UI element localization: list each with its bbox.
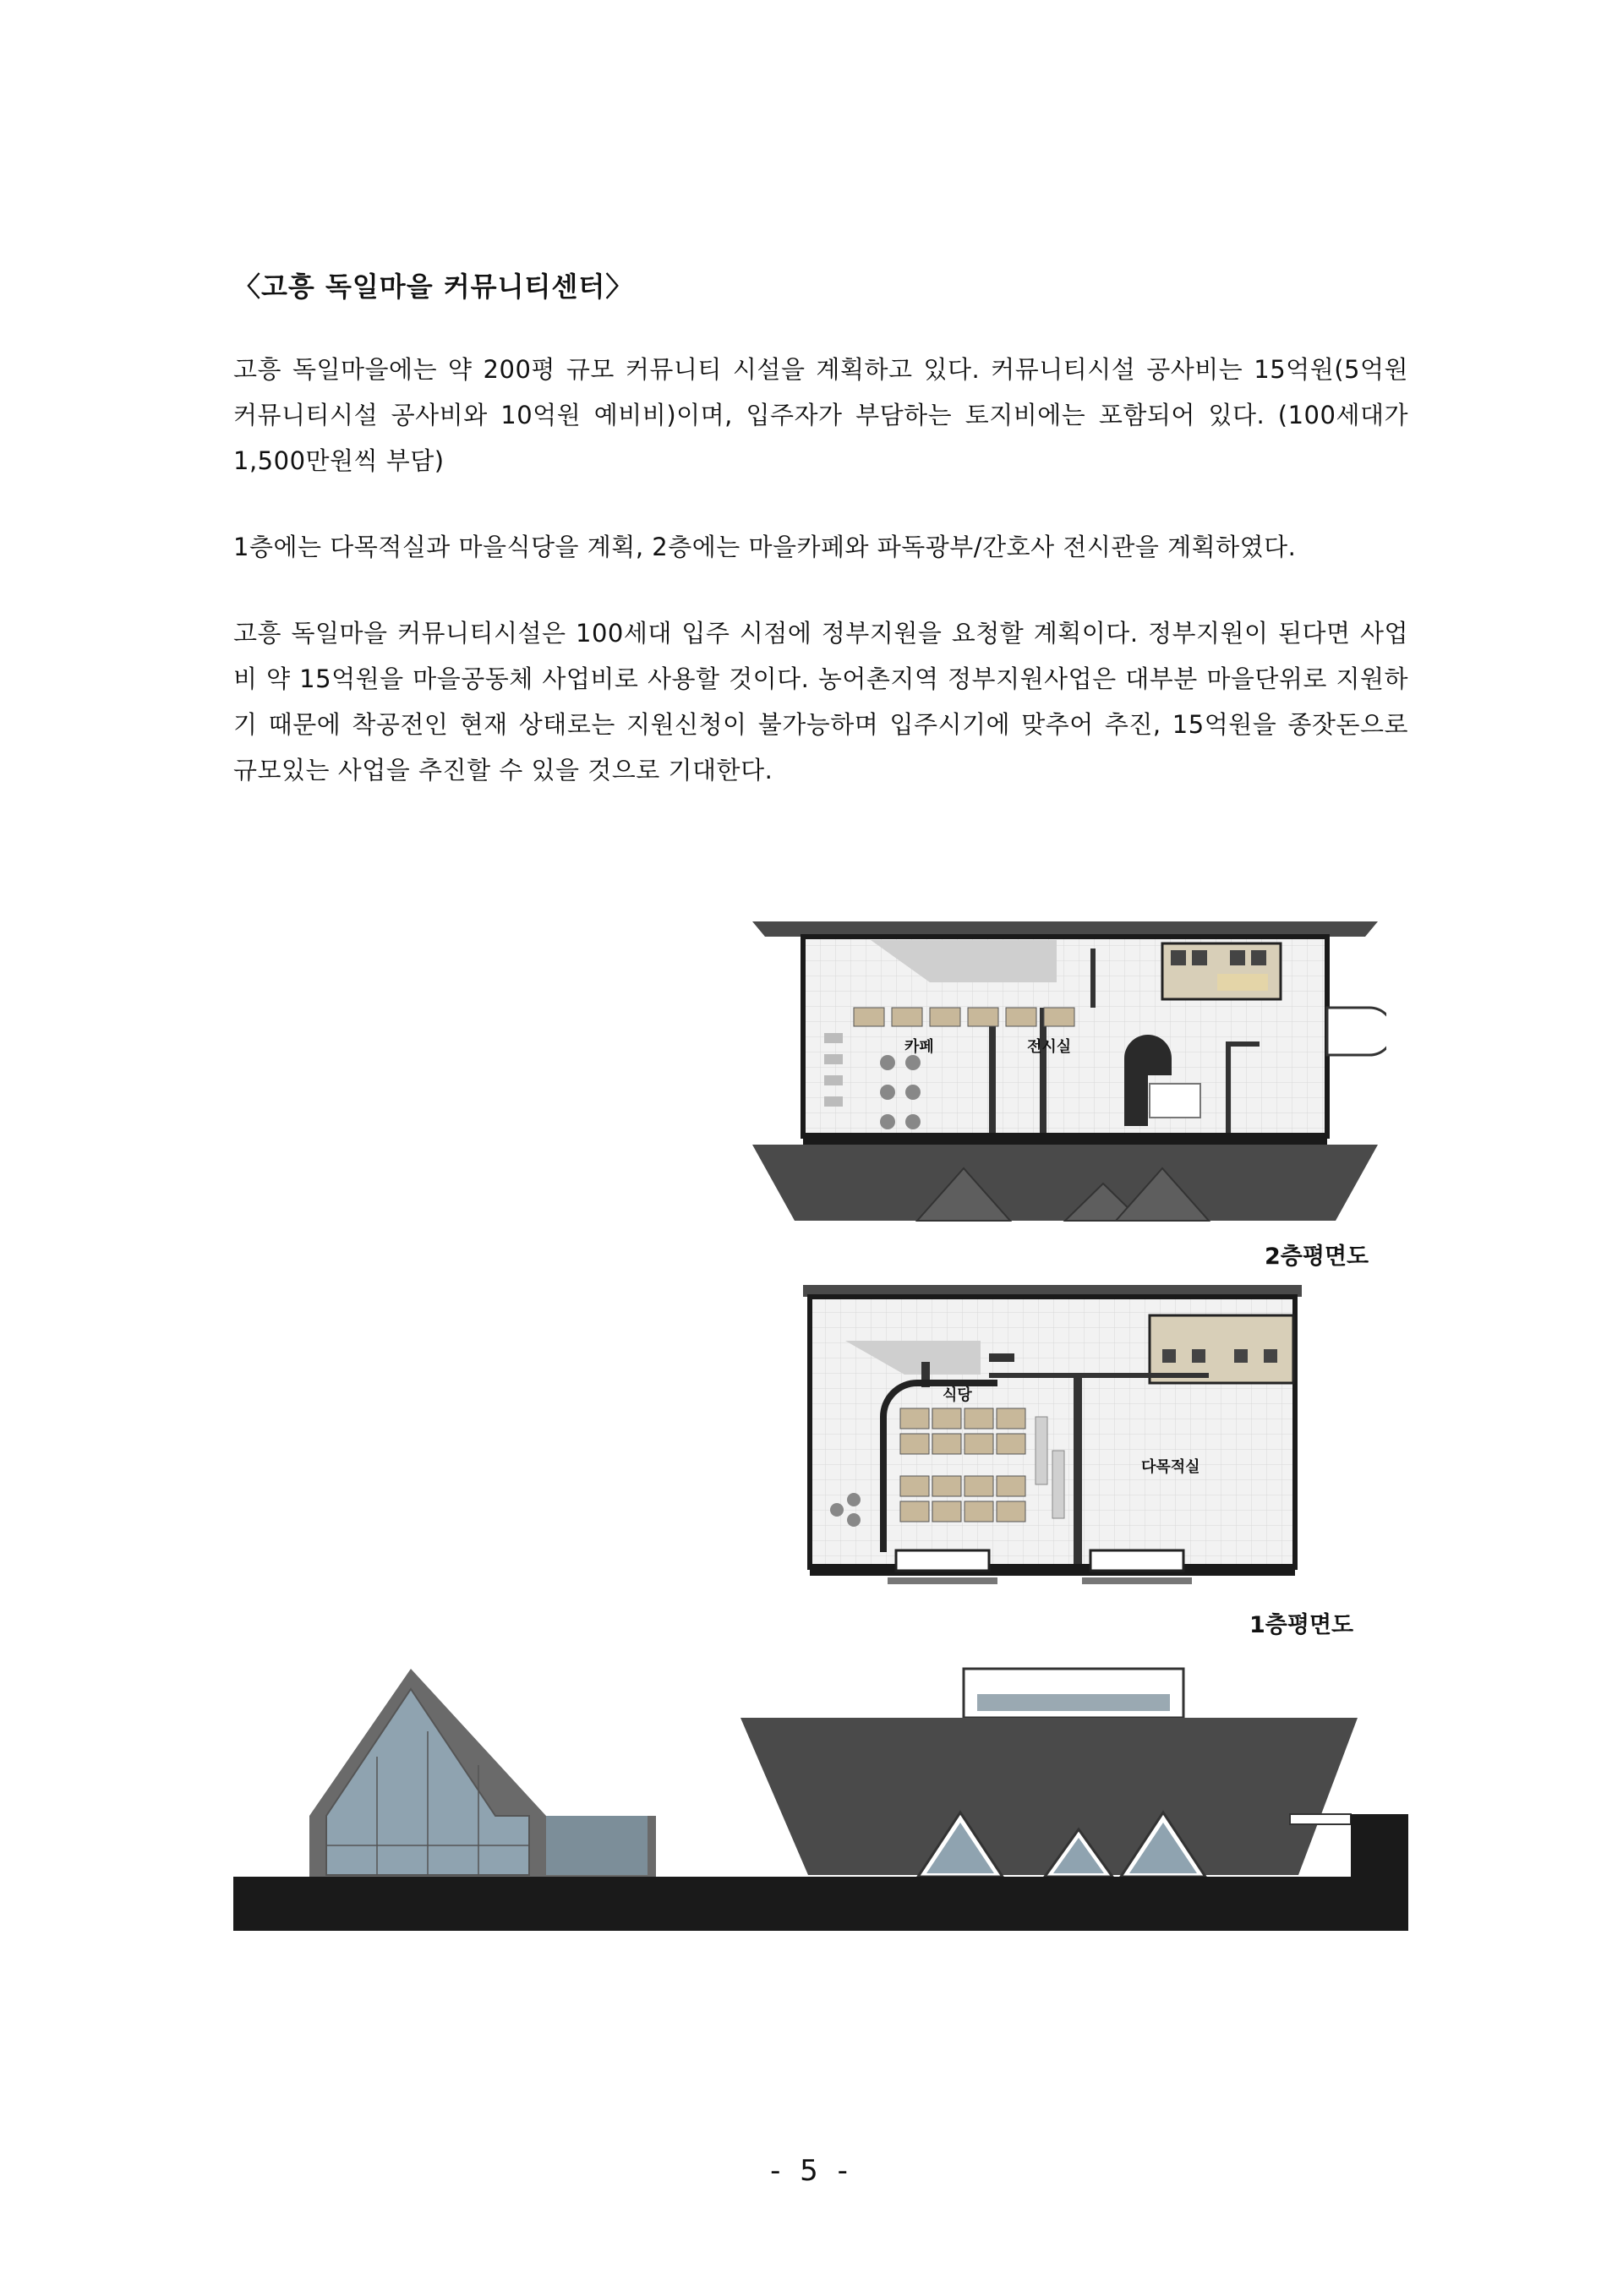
page-number: - 5 - xyxy=(770,2154,853,2188)
paragraph-floor-plan: 1층에는 다목적실과 마을식당을 계획, 2층에는 마을카페와 파독광부/간호사 전시관을 계획하였다. xyxy=(233,533,1297,561)
label-exhibit: 전시실 xyxy=(1027,1038,1072,1056)
paragraph-funding: 고흥 독일마을 커뮤니티시설은 100세대 입주 시점에 정부지원을 요청할 계획이다. 정부지원이 된다면 사업비 약 15억원을 마을공동체 사업비로 사용할 것이다. 농어촌지역 정부지원사업은 대부분 마을단위로 지원하기 때문에 착공전인 현재 상태로는 지원신청이 불가능하며 입주시기에 맞추어 추진, 15억원을 종잣돈으로 규모있는 사업을 추진할 수 있을 것으로 기대한다. xyxy=(233,619,1408,784)
section-heading: 〈고흥 독일마을 커뮤니티센터〉 xyxy=(233,271,634,303)
caption-floor1: 1층평면도 xyxy=(1249,1612,1354,1638)
label-dining: 식당 xyxy=(943,1386,972,1404)
label-multipurpose: 다목적실 xyxy=(1141,1458,1200,1476)
building-elevation-drawing xyxy=(233,1664,1408,1934)
floor1-plan-drawing xyxy=(795,1282,1310,1594)
paragraph-overview: 고흥 독일마을에는 약 200평 규모 커뮤니티 시설을 계획하고 있다. 커뮤니티시설 공사비는 15억원(5억원 커뮤니티시설 공사비와 10억원 예비비)이며, 입주자가 부담하는 토지비에는 포함되어 있다. (100세대가 1,500만원씩 부담) xyxy=(233,355,1408,475)
label-cafe: 카페 xyxy=(904,1038,934,1056)
floor2-plan-drawing xyxy=(744,915,1386,1227)
caption-floor2: 2층평면도 xyxy=(1265,1244,1369,1270)
